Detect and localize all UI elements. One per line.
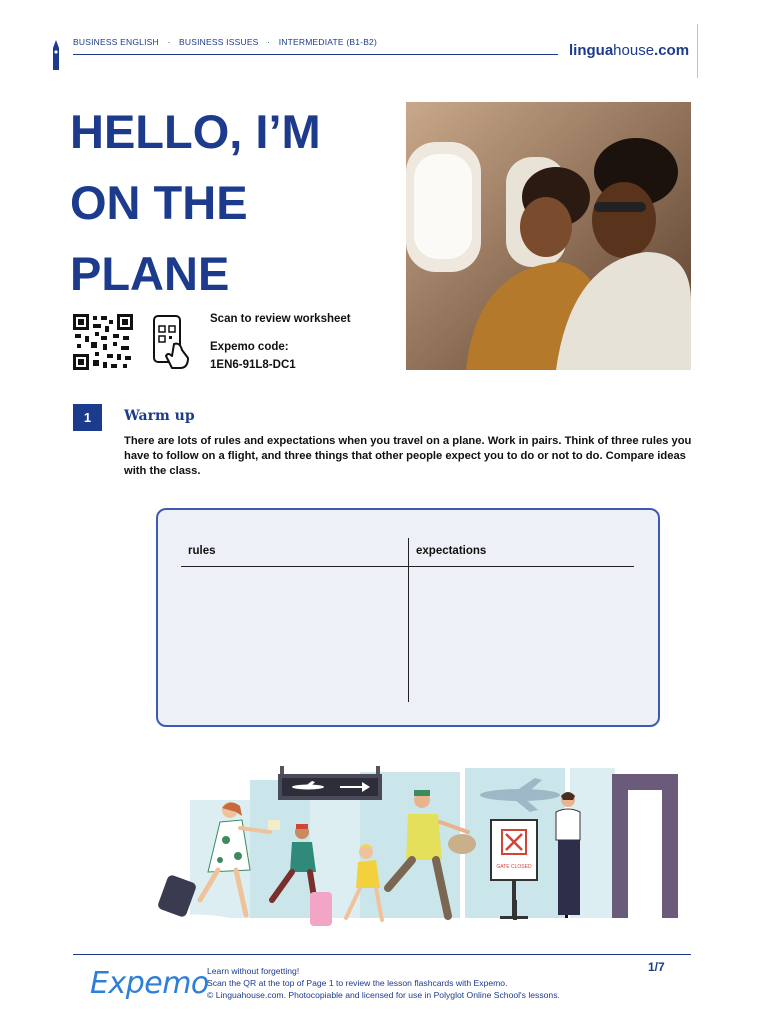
big-ben-icon bbox=[50, 40, 62, 70]
footer-copyright: © Linguahouse.com. Photocopiable and licensed for use in Polyglot Online School's lessons. bbox=[207, 990, 560, 1000]
section-title: Warm up bbox=[124, 408, 195, 424]
page-number: 1/7 bbox=[648, 960, 665, 974]
title-line: PLANE bbox=[70, 247, 230, 300]
airport-travelers-illustration bbox=[150, 760, 680, 930]
footer-rule bbox=[73, 954, 691, 955]
breadcrumb-category: BUSINESS ENGLISH bbox=[73, 37, 159, 47]
section-number-badge: 1 bbox=[73, 404, 102, 431]
passengers-photo bbox=[406, 102, 691, 370]
table-column-divider bbox=[408, 538, 409, 702]
phone-scan-icon bbox=[152, 314, 190, 370]
footer-tagline: Learn without forgetting! bbox=[207, 966, 300, 976]
breadcrumb bbox=[73, 37, 383, 47]
column-header-expectations: expectations bbox=[416, 545, 487, 557]
column-header-rules: rules bbox=[188, 545, 216, 557]
qr-code[interactable] bbox=[73, 314, 133, 370]
footer-text bbox=[207, 965, 560, 1001]
header-rule bbox=[73, 54, 558, 55]
expemo-code-value: 1EN6-91L8-DC1 bbox=[210, 359, 296, 371]
expemo-logo[interactable]: Expemo bbox=[90, 966, 209, 1001]
page-title bbox=[70, 96, 390, 309]
breadcrumb-separator: · bbox=[267, 37, 271, 47]
gate-closed-sign: GATE CLOSED bbox=[496, 864, 532, 870]
expemo-code-label: Expemo code: bbox=[210, 341, 289, 353]
title-line: ON THE bbox=[70, 176, 248, 229]
footer-qr-note: Scan the QR at the top of Page 1 to review the lesson flashcards with Expemo. bbox=[207, 978, 508, 988]
header-divider bbox=[697, 24, 698, 78]
linguahouse-logo[interactable]: linguahouse.com bbox=[569, 42, 690, 59]
section-instructions: There are lots of rules and expectations when you travel on a plane. Work in pairs. Think of three rules you have to follow on a flight, and three things that other people expect you to do or not to do. Compare ideas with the class. bbox=[124, 435, 692, 477]
scan-instruction: Scan to review worksheet bbox=[210, 313, 351, 325]
breadcrumb-separator: · bbox=[167, 37, 171, 47]
title-line: HELLO, I’M bbox=[70, 105, 321, 158]
breadcrumb-topic: BUSINESS ISSUES bbox=[179, 37, 259, 47]
breadcrumb-level: INTERMEDIATE (B1-B2) bbox=[278, 37, 378, 47]
